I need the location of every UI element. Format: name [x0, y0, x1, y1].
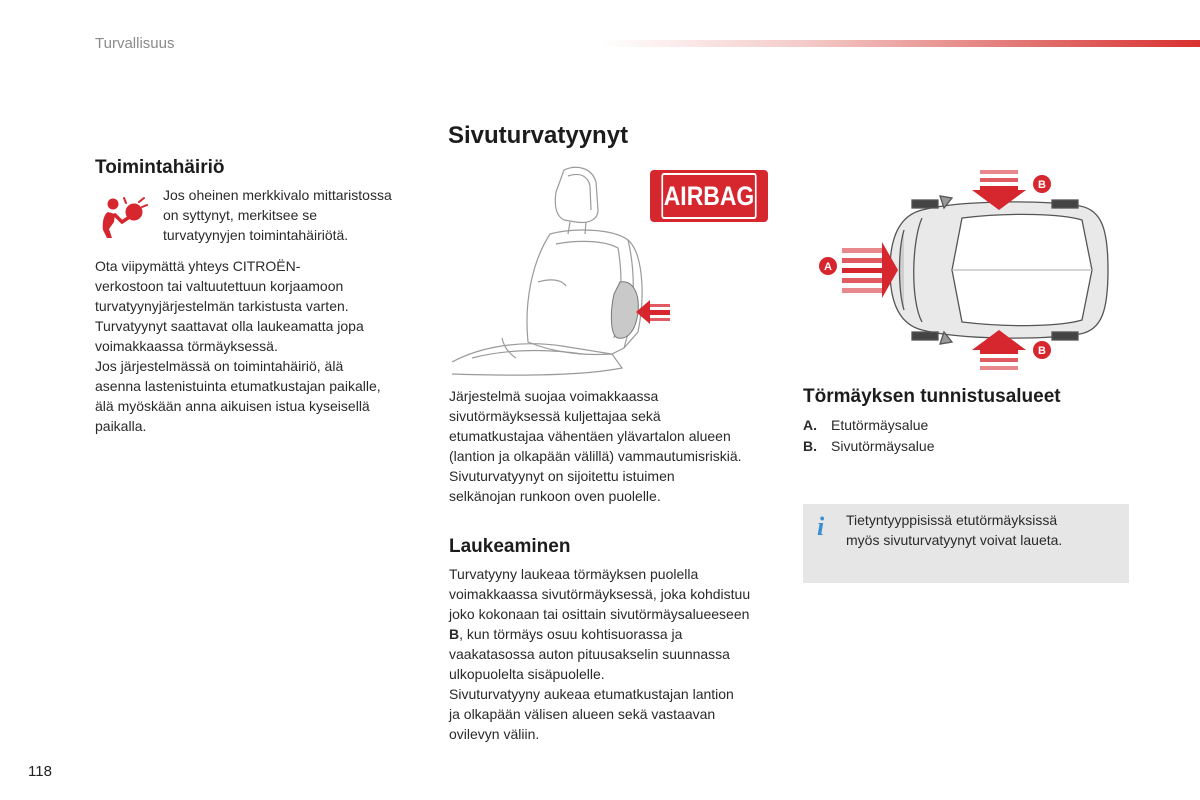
zone-label-a: A	[824, 261, 832, 273]
airbag-badge	[650, 170, 768, 222]
malfunction-heading: Toimintahäiriö	[95, 157, 225, 178]
text-line: etumatkustajaa vähentäen ylävartalon alueen	[449, 428, 731, 444]
text-line: Järjestelmä suojaa voimakkaassa	[449, 388, 659, 404]
page-title: Sivuturvatyynyt	[448, 122, 629, 149]
zone-label-b-top: B	[1038, 179, 1046, 191]
text-line: ja olkapään välisen alueen sekä vastaavan	[449, 706, 716, 722]
deployment-body	[449, 564, 789, 744]
text-line: vaakatasossa auton pituusakselin suunnassa	[449, 646, 730, 662]
text-fragment: , kun törmäys osuu kohtisuorassa ja	[459, 626, 683, 642]
legend-label: Sivutörmäysalue	[831, 438, 935, 454]
legend-item	[803, 436, 935, 457]
text-line: ovilevyn väliin.	[449, 726, 540, 742]
text-line: turvatyynyjärjestelmän tarkistusta varten.	[95, 298, 349, 314]
text-line: älä myöskään anna aikuisen istua kyseisellä	[95, 398, 370, 414]
info-icon: i	[817, 512, 825, 541]
legend-key: A.	[803, 417, 817, 433]
bold-zone-letter: B	[449, 626, 460, 642]
info-note-box	[803, 504, 1129, 583]
text-line: Sivuturvatyynyt on sijoitettu istuimen	[449, 468, 675, 484]
page-number: 118	[28, 763, 52, 780]
legend-key: B.	[803, 438, 817, 454]
text-line: Jos järjestelmässä on toimintahäiriö, älä	[95, 358, 344, 374]
info-note-text	[846, 510, 1116, 550]
zone-label-b-bottom: B	[1038, 345, 1046, 357]
legend-item	[803, 415, 935, 436]
airbag-badge-label: AIRBAG	[661, 173, 756, 219]
text-line: myös sivuturvatyynyt voivat laueta.	[846, 532, 1063, 548]
text-line: turvatyynyjen toimintahäiriötä.	[163, 227, 349, 243]
text-line: on syttynyt, merkitsee se	[163, 207, 318, 223]
text-line: paikalla.	[95, 418, 147, 434]
header-accent-bar	[600, 40, 1200, 47]
text-line: voimakkaassa sivutörmäyksessä, joka kohdistuu	[449, 586, 751, 602]
text-line: Sivuturvatyyny aukeaa etumatkustajan lantion	[449, 686, 734, 702]
text-line: (lantion ja olkapään välillä) vammautumisriskiä.	[449, 448, 742, 464]
seat-side-airbag-illustration	[452, 162, 674, 380]
text-line: asenna lastenistuinta etumatkustajan paikalle,	[95, 378, 381, 394]
text-line: Jos oheinen merkkivalo mittaristossa	[163, 187, 392, 203]
legend-label: Etutörmäysalue	[831, 417, 929, 433]
text-line: Tietyntyyppisissä etutörmäyksissä	[846, 512, 1058, 528]
malfunction-body	[95, 256, 435, 436]
text-line: sivutörmäyksessä kuljettajaa sekä	[449, 408, 661, 424]
detection-zones-heading: Törmäyksen tunnistusalueet	[803, 386, 1061, 407]
zone-legend	[803, 415, 935, 457]
text-line: Ota viipymättä yhteys CITROËN-	[95, 258, 301, 274]
text-line: selkänojan runkoon oven puolelle.	[449, 488, 661, 504]
text-line: Turvatyyny laukeaa törmäyksen puolella	[449, 566, 699, 582]
text-line: verkostoon tai valtuutettuun korjaamoon	[95, 278, 344, 294]
side-airbag-description	[449, 386, 789, 506]
text-line: ulkopuolelta sisäpuolelle.	[449, 666, 605, 682]
airbag-warning-icon	[98, 192, 148, 240]
text-line: Turvatyynyt saattavat olla laukeamatta jopa	[95, 318, 364, 334]
crash-zones-diagram	[812, 170, 1112, 370]
section-title: Turvallisuus	[95, 35, 175, 52]
text-line: voimakkaassa törmäyksessä.	[95, 338, 278, 354]
text-line: joko kokonaan tai osittain sivutörmäysalueeseen	[449, 606, 750, 622]
deployment-heading: Laukeaminen	[449, 536, 571, 557]
warning-light-text	[163, 185, 433, 245]
text-line	[449, 624, 789, 644]
